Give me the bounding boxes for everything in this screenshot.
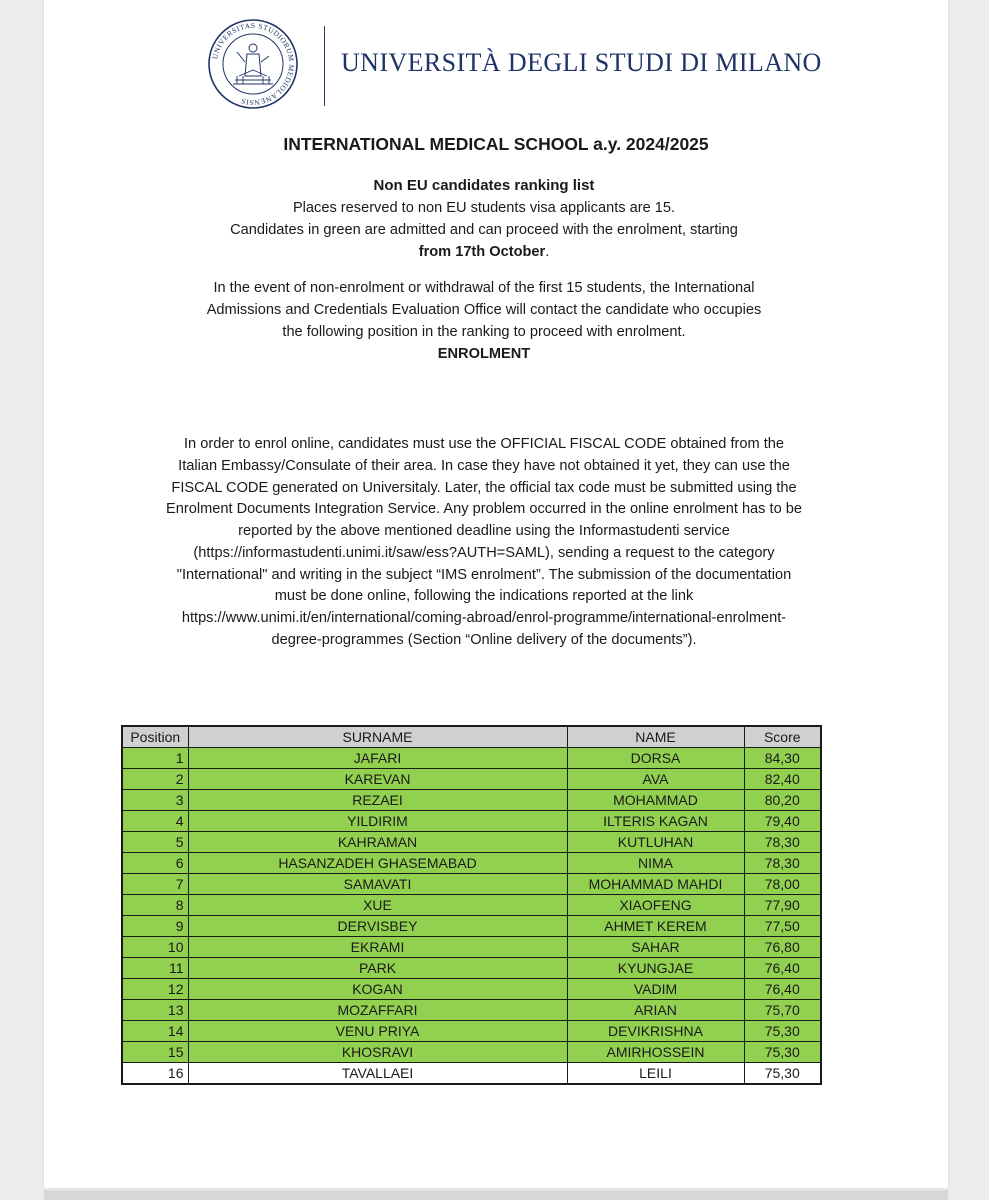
cell-name: AMIRHOSSEIN [567,1042,744,1063]
table-row [122,832,821,853]
cell-name: VADIM [567,979,744,1000]
next-page-edge [44,1190,948,1200]
ranking-table-body [122,748,821,1085]
header-divider [324,26,325,106]
cell-score: 78,00 [744,874,821,895]
table-row [122,916,821,937]
cell-score: 80,20 [744,790,821,811]
admitted-info-text: Candidates in green are admitted and can proceed with the enrolment, starting [230,222,738,238]
cell-surname: MOZAFFARI [188,1000,567,1021]
table-row [122,1021,821,1042]
cell-position: 7 [122,874,188,895]
cell-score: 79,40 [744,811,821,832]
header-name: NAME [567,726,744,748]
cell-surname: VENU PRIYA [188,1021,567,1042]
cell-name: AVA [567,769,744,790]
table-header-row [122,726,821,748]
table-row [122,853,821,874]
table-row [122,790,821,811]
cell-surname: TAVALLAEI [188,1063,567,1085]
cell-surname: DERVISBEY [188,916,567,937]
cell-name: ILTERIS KAGAN [567,811,744,832]
table-row [122,748,821,769]
withdrawal-paragraph: In the event of non-enrolment or withdrawal of the first 15 students, the International Admissions and Credentials Evaluation Office will contact the candidate who occupies the following position in the ranking to proceed with enrolment. [206,280,762,340]
cell-name: MOHAMMAD [567,790,744,811]
enrolment-start-date: from 17th October [418,244,546,260]
ranking-subtitle: Non EU candidates ranking list [373,177,595,194]
cell-position: 11 [122,958,188,979]
cell-score: 75,70 [744,1000,821,1021]
cell-score: 75,30 [744,1063,821,1085]
header-position: Position [122,726,188,748]
cell-position: 9 [122,916,188,937]
cell-position: 14 [122,1021,188,1042]
cell-score: 77,50 [744,916,821,937]
cell-surname: KAREVAN [188,769,567,790]
cell-name: XIAOFENG [567,895,744,916]
cell-score: 76,80 [744,937,821,958]
cell-score: 84,30 [744,748,821,769]
places-reserved-text: Places reserved to non EU students visa applicants are 15. [292,200,676,216]
cell-name: AHMET KEREM [567,916,744,937]
cell-position: 1 [122,748,188,769]
cell-position: 5 [122,832,188,853]
cell-score: 78,30 [744,832,821,853]
enrolment-start-period: . [545,244,550,260]
table-row [122,937,821,958]
ranking-table [121,725,822,1085]
table-row [122,811,821,832]
cell-score: 78,30 [744,853,821,874]
cell-score: 75,30 [744,1042,821,1063]
cell-score: 75,30 [744,1021,821,1042]
cell-surname: KHOSRAVI [188,1042,567,1063]
cell-name: KYUNGJAE [567,958,744,979]
cell-name: DORSA [567,748,744,769]
cell-name: KUTLUHAN [567,832,744,853]
cell-position: 15 [122,1042,188,1063]
header-surname: SURNAME [188,726,567,748]
cell-position: 10 [122,937,188,958]
table-row [122,1063,821,1085]
cell-surname: HASANZADEH GHASEMABAD [188,853,567,874]
cell-surname: REZAEI [188,790,567,811]
page-title: INTERNATIONAL MEDICAL SCHOOL a.y. 2024/2025 [283,134,709,154]
cell-name: DEVIKRISHNA [567,1021,744,1042]
cell-name: NIMA [567,853,744,874]
cell-surname: EKRAMI [188,937,567,958]
table-row [122,769,821,790]
enrolment-heading: ENROLMENT [437,346,531,362]
table-row [122,874,821,895]
cell-position: 3 [122,790,188,811]
cell-position: 2 [122,769,188,790]
document-page [44,0,948,1188]
cell-surname: PARK [188,958,567,979]
university-seal-logo [207,18,299,110]
cell-surname: XUE [188,895,567,916]
seal-text: UNIVERSITAS STUDIORUM MEDIOLANENSIS [210,20,297,108]
cell-position: 12 [122,979,188,1000]
cell-score: 77,90 [744,895,821,916]
university-header [207,18,827,108]
table-row [122,1000,821,1021]
cell-position: 8 [122,895,188,916]
cell-name: SAHAR [567,937,744,958]
cell-name: ARIAN [567,1000,744,1021]
cell-surname: SAMAVATI [188,874,567,895]
cell-name: MOHAMMAD MAHDI [567,874,744,895]
table-row [122,958,821,979]
table-row [122,895,821,916]
enrolment-instructions: In order to enrol online, candidates must use the OFFICIAL FISCAL CODE obtained from the Italian Embassy/Consulate of their area. In case they have not obtained it yet, they can use the FISCAL CODE generated on Universitaly. Later, the official tax code must be submitted using the Enrolment Documents Integration Service. Any problem occurred in the online enrolment has to be reported by the above mentioned deadline using the Informastudenti service (https://informastudenti.unimi.it/saw/ess?AUTH=SAML), sending a request to the category "International" and writing in the subject “IMS enrolment”. The submission of the documentation must be done online, following the indications reported at the link https://www.unimi.it/en/international/coming-abroad/enrol-programme/international-enrolment-degree-programmes (Section “Online delivery of the documents”). [166,436,802,648]
cell-position: 6 [122,853,188,874]
cell-surname: YILDIRIM [188,811,567,832]
enrolment-start-line [164,241,804,263]
cell-score: 82,40 [744,769,821,790]
cell-surname: KOGAN [188,979,567,1000]
cell-position: 16 [122,1063,188,1085]
cell-position: 4 [122,811,188,832]
table-row [122,979,821,1000]
cell-name: LEILI [567,1063,744,1085]
cell-surname: KAHRAMAN [188,832,567,853]
header-score: Score [744,726,821,748]
table-row [122,1042,821,1063]
intro-section [164,175,804,365]
cell-position: 13 [122,1000,188,1021]
cell-surname: JAFARI [188,748,567,769]
cell-score: 76,40 [744,979,821,1000]
university-name: UNIVERSITÀ DEGLI STUDI DI MILANO [341,48,822,77]
cell-score: 76,40 [744,958,821,979]
